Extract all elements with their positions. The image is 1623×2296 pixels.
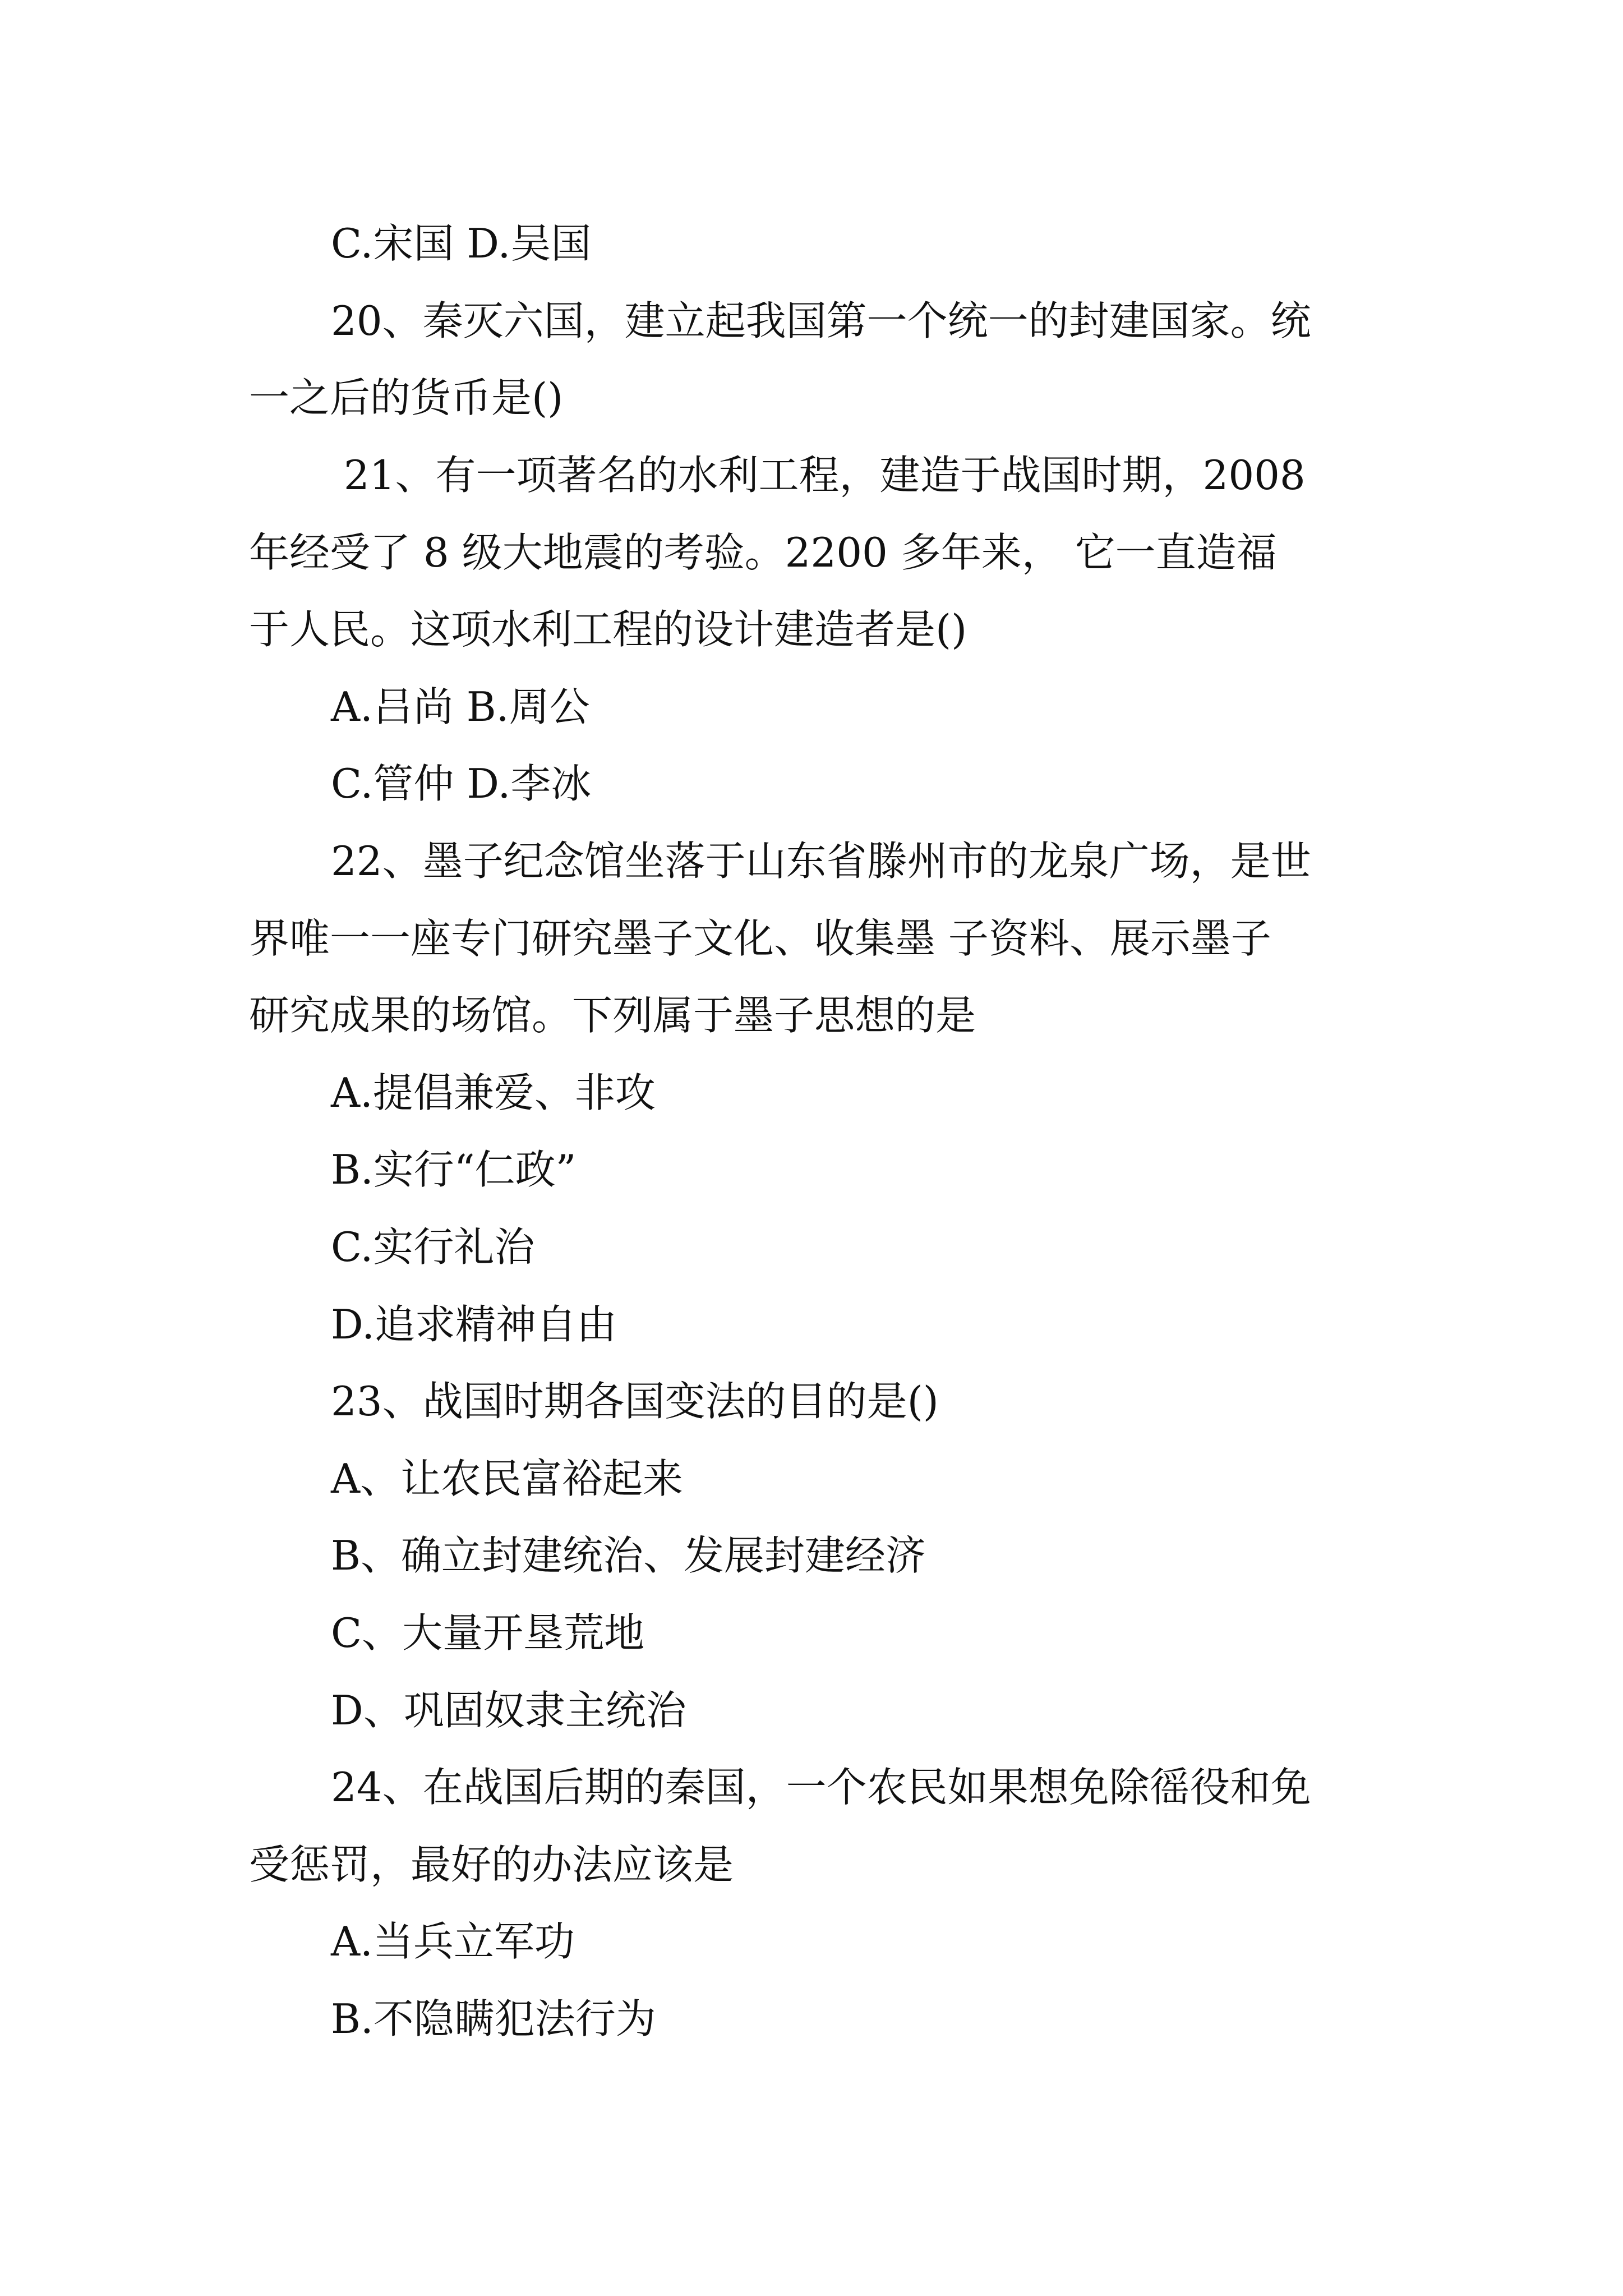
- option-line-c-d-q21: C.管仲 D.李冰: [331, 760, 592, 807]
- option-a-q22: A.提倡兼爱、非攻: [331, 1069, 656, 1116]
- question-20-line-1: 20、秦灭六国，建立起我国第一个统一的封建国家。统: [331, 297, 1311, 344]
- option-b-q23: B、确立封建统治、发展封建经济: [331, 1532, 926, 1579]
- question-21-line-2: 年经受了 8 级大地震的考验。2200 多年来， 它一直造福: [249, 529, 1277, 576]
- option-line-a-b-q21: A.吕尚 B.周公: [331, 683, 590, 730]
- question-22-line-3: 研究成果的场馆。下列属于墨子思想的是: [249, 992, 976, 1039]
- option-b-q24: B.不隐瞒犯法行为: [331, 1995, 656, 2042]
- option-c-q22: C.实行礼治: [331, 1223, 535, 1271]
- question-24-line-2: 受惩罚，最好的办法应该是: [249, 1841, 734, 1888]
- question-24-line-1: 24、在战国后期的秦国，一个农民如果想免除徭役和免: [331, 1764, 1311, 1811]
- option-line-c-d-q19: C.宋国 D.吴国: [331, 220, 592, 267]
- question-23-line-1: 23、战国时期各国变法的目的是(): [331, 1378, 939, 1425]
- question-20-line-2: 一之后的货币是(): [249, 374, 564, 421]
- question-21-line-3: 于人民。这项水利工程的设计建造者是(): [249, 606, 967, 653]
- question-21-line-1: 21、有一项著名的水利工程，建造于战国时期，2008: [331, 452, 1306, 499]
- question-22-line-1: 22、墨子纪念馆坐落于山东省滕州市的龙泉广场，是世: [331, 838, 1311, 885]
- option-a-q23: A、让农民富裕起来: [331, 1455, 683, 1502]
- option-d-q23: D、巩固奴隶主统治: [331, 1687, 686, 1734]
- option-d-q22: D.追求精神自由: [331, 1301, 617, 1348]
- question-22-line-2: 界唯一一座专门研究墨子文化、收集墨 子资料、展示墨子: [249, 915, 1271, 962]
- option-b-q22: B.实行“仁政”: [331, 1146, 577, 1193]
- option-c-q23: C、大量开垦荒地: [331, 1609, 645, 1657]
- option-a-q24: A.当兵立军功: [331, 1918, 575, 1965]
